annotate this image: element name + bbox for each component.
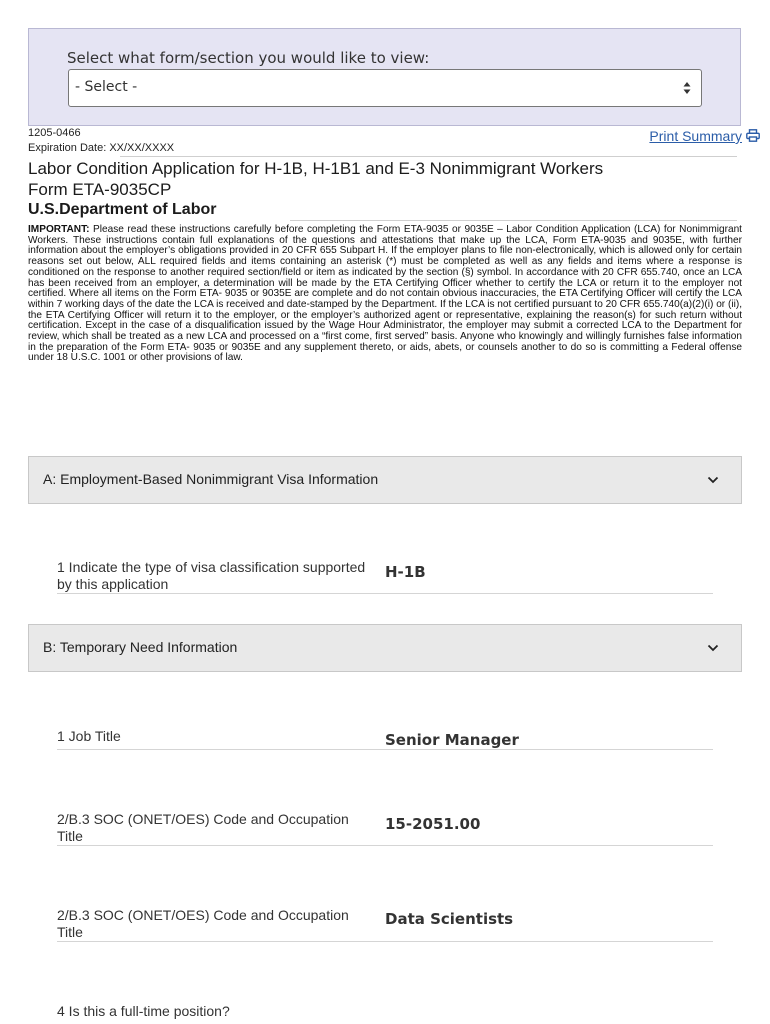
- field-divider: [57, 845, 713, 846]
- field-divider: [57, 593, 713, 594]
- form-section-select[interactable]: [68, 69, 702, 107]
- chevron-down-icon: [707, 644, 719, 652]
- title-divider: [290, 220, 737, 221]
- select-current-value: - Select -: [75, 79, 138, 95]
- expiration-date: Expiration Date: XX/XX/XXXX: [28, 142, 175, 154]
- field-value-job-title: Senior Manager: [385, 731, 519, 749]
- section-a-title: A: Employment-Based Nonimmigrant Visa Information: [43, 471, 379, 487]
- field-label-job-title: 1 Job Title: [57, 728, 121, 744]
- selector-label: Select what form/section you would like to view:: [67, 49, 430, 67]
- field-label-occupation-title: 2/B.3 SOC (ONET/OES) Code and Occupation Title: [57, 907, 349, 940]
- printer-icon: [746, 129, 760, 142]
- instructions-lead: IMPORTANT:: [28, 224, 90, 235]
- field-value-soc-code: 15-2051.00: [385, 815, 481, 833]
- form-title: Labor Condition Application for H-1B, H-1B1 and E-3 Nonimmigrant Workers: [28, 159, 604, 178]
- field-divider: [57, 749, 713, 750]
- field-label-soc-code: 2/B.3 SOC (ONET/OES) Code and Occupation Title: [57, 811, 349, 844]
- field-label-visa-classification: 1 Indicate the type of visa classification supported by this application: [57, 559, 366, 592]
- print-summary-label: Print Summary: [649, 128, 742, 144]
- form-number: Form ETA-9035CP: [28, 180, 172, 199]
- instructions-paragraph: [28, 225, 742, 364]
- chevron-down-icon: [707, 476, 719, 484]
- sort-arrows-icon: [683, 81, 691, 95]
- print-summary-link[interactable]: [649, 128, 742, 144]
- field-divider: [57, 941, 713, 942]
- field-label-full-time: 4 Is this a full-time position?: [57, 1003, 230, 1019]
- section-b-header[interactable]: [28, 624, 742, 672]
- agency-name: U.S.Department of Labor: [28, 201, 217, 218]
- header-divider: [120, 156, 737, 157]
- form-section-selector-panel: [28, 28, 741, 126]
- omb-number: 1205-0466: [28, 127, 81, 139]
- section-b-title: B: Temporary Need Information: [43, 639, 238, 655]
- field-value-visa-classification: H-1B: [385, 563, 426, 581]
- section-a-header[interactable]: [28, 456, 742, 504]
- instructions-body: Please read these instructions carefully before completing the Form ETA-9035 or 9035E – Labor Condition Application (LCA) for Nonimmigrant Workers. These instructions contain full explanations of the questions and attestations that make up the LCA, Form ETA-9035 and 9035E, with further information about the employer’s obligations provided in 20 CFR 655 Subpart H. If the employer plans to file non-electronically, which is allowed only for certain reasons set out below, ALL required fields and items containing an asterisk (*) must be completed as well as any fields and items where a response is conditioned on the response to another required section/field or item as indicated by the section (§) symbol. In accordance with 20 CFR 655.740, once an LCA has been received from an employer, a determination will be made by the ETA Certifying Officer whether to certify the LCA or return it to the employer not certified. Where all items on the Form ETA- 9035 or 9035E are complete and do not contain obvious inaccuracies, the ETA Certifying Officer will certify the LCA within 7 working days of the date the LCA is received and date-stamped by the Department. If the LCA is not certified pursuant to 20 CFR 655.740(a)(2)(i) or (ii), the ETA Certifying Officer will return it to the employer, or the employer’s authorized agent or representative, explaining the reason(s) for such return without certification. Except in the case of a disqualification issued by the Wage Hour Administrator, the employer may submit a corrected LCA to the Department for review, which shall be treated as a new LCA and processed on a “first come, first served” basis. Anyone who knowingly and willingly furnishes false information in the preparation of the Form ETA- 9035 or 9035E and any supplement thereto, or aids, abets, or counsels another to do so is committing a Federal offense under 18 U.S.C. 1001 or other provisions of law.: [28, 224, 742, 364]
- field-value-occupation-title: Data Scientists: [385, 910, 514, 928]
